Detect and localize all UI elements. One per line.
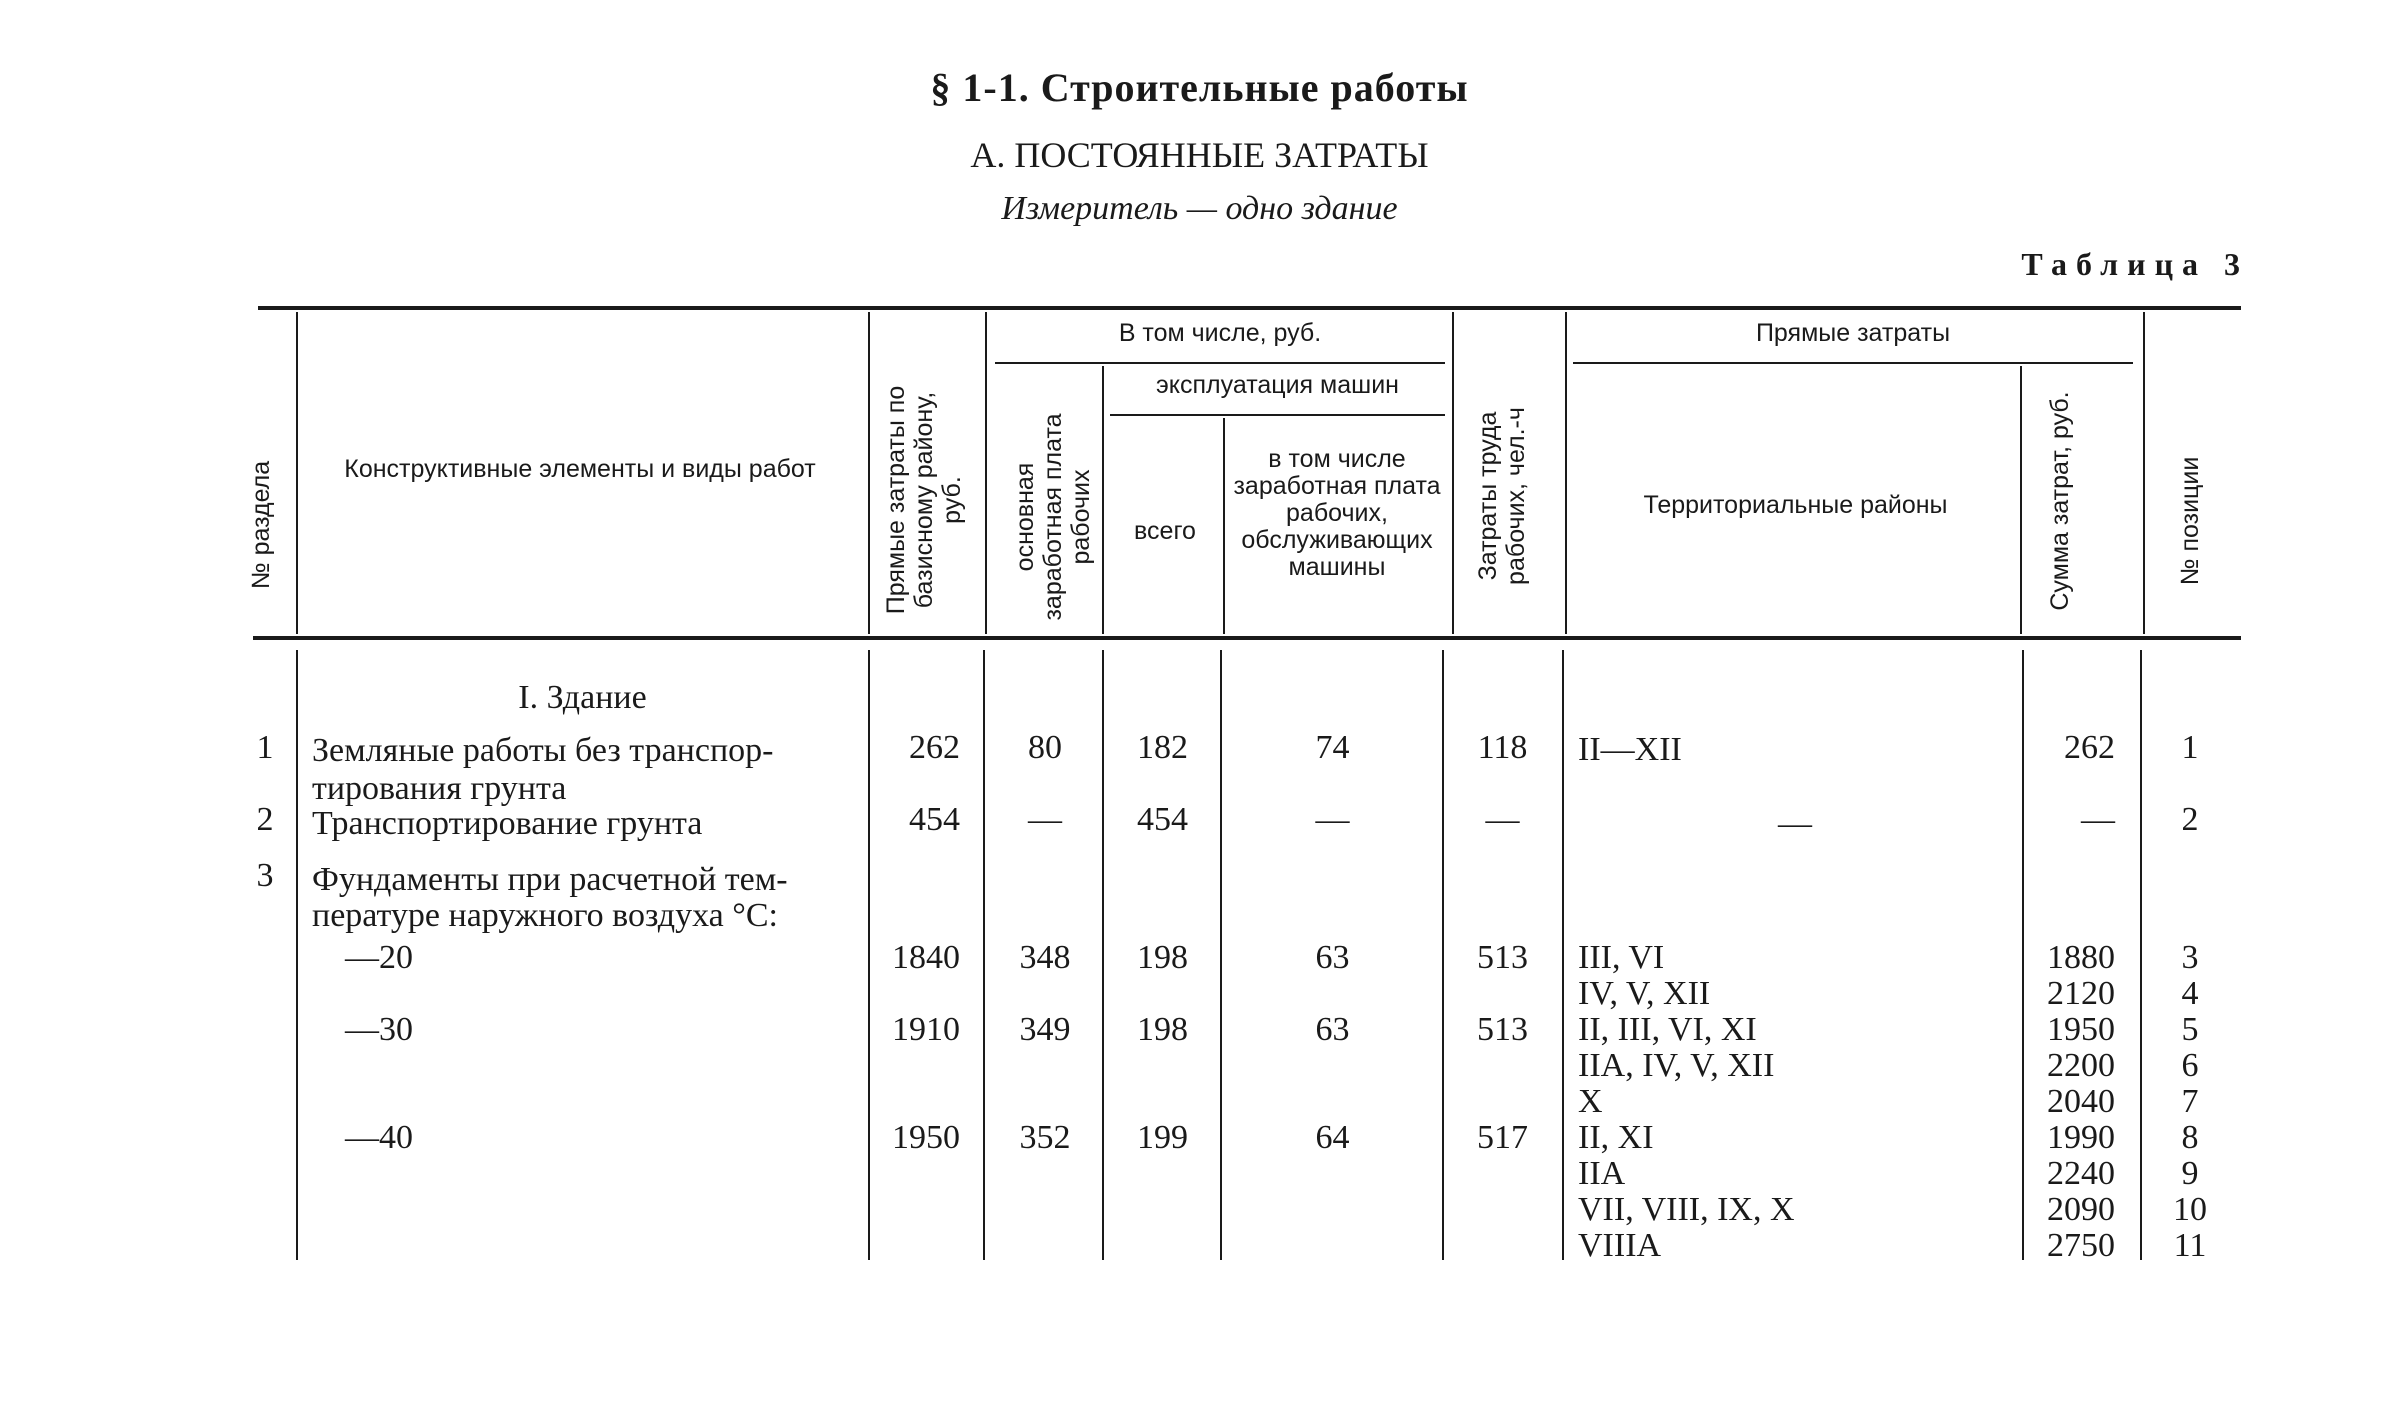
pos-row-9: 9 — [2181, 1155, 2199, 1192]
region-row-3: III, VI — [1578, 939, 1665, 976]
pos-row-6: 6 — [2181, 1047, 2199, 1084]
row-2-pos: 2 — [2181, 801, 2199, 838]
subrow-2-temp: —30 — [345, 1011, 413, 1048]
sum-row-3: 1880 — [2047, 939, 2115, 976]
sum-row-10: 2090 — [2047, 1191, 2115, 1228]
page-title: § 1-1. Строительные работы — [930, 65, 1469, 110]
row-2-sum: — — [2081, 801, 2115, 838]
subrow-2-labor: 513 — [1477, 1011, 1528, 1048]
col-base-wage: основная заработная плата рабочих — [1011, 413, 1095, 621]
col-machine-total: всего — [1134, 517, 1196, 545]
col-machine-operation: эксплуатация машин — [1156, 371, 1399, 399]
row-2-mwage: — — [1315, 801, 1350, 838]
pos-row-3: 3 — [2181, 939, 2199, 976]
pos-row-7: 7 — [2181, 1083, 2199, 1120]
col-elements: Конструктивные элементы и виды работ — [344, 455, 816, 483]
region-row-10: VII, VIII, IX, X — [1578, 1191, 1795, 1228]
subrow-2-wage: 349 — [1019, 1011, 1071, 1048]
col-regions: Территориальные районы — [1643, 491, 1948, 519]
row-3-name-line1: Фундаменты при расчетной тем- — [312, 861, 788, 898]
region-row-6: IIA, IV, V, XII — [1578, 1047, 1775, 1084]
pos-row-4: 4 — [2181, 975, 2199, 1012]
row-2-name: Транспортирование грунта — [312, 805, 703, 842]
row-3-name — [312, 862, 872, 934]
region-row-7: X — [1578, 1083, 1603, 1120]
sum-row-7: 2040 — [2047, 1083, 2115, 1120]
sum-row-5: 1950 — [2047, 1011, 2115, 1048]
row-1-labor: 118 — [1477, 729, 1528, 766]
col-labor-costs: Затраты труда рабочих, чел.-ч — [1474, 407, 1530, 585]
region-row-11: VIIIA — [1578, 1227, 1662, 1264]
row-2-labor: — — [1485, 801, 1520, 838]
region-row-9: IIA — [1578, 1155, 1626, 1192]
subrow-3-mtotal: 199 — [1137, 1119, 1188, 1156]
sum-row-6: 2200 — [2047, 1047, 2115, 1084]
subrow-2-mwage: 63 — [1315, 1011, 1350, 1048]
col-position-no: № позиции — [2176, 456, 2204, 586]
sum-row-4: 2120 — [2047, 975, 2115, 1012]
row-2-region: — — [1778, 805, 1812, 842]
row-1-name-line2: тирования грунта — [312, 770, 567, 807]
subrow-3-base: 1950 — [892, 1119, 960, 1156]
sum-row-11: 2750 — [2047, 1227, 2115, 1264]
col-direct-costs: Прямые затраты — [1755, 319, 1951, 347]
col-direct-costs-base: Прямые затраты по базисному району, руб. — [882, 385, 966, 615]
pos-row-10: 10 — [2173, 1191, 2207, 1228]
subrow-2-base: 1910 — [892, 1011, 960, 1048]
sum-row-9: 2240 — [2047, 1155, 2115, 1192]
row-1-mwage: 74 — [1315, 729, 1350, 766]
row-2-mtotal: 454 — [1137, 801, 1188, 838]
row-1-sum: 262 — [2064, 729, 2115, 766]
section-subtitle: А. ПОСТОЯННЫЕ ЗАТРАТЫ — [970, 135, 1429, 175]
row-1-pos: 1 — [2181, 729, 2199, 766]
row-3-name-line2: пературе наружного воздуха °С: — [312, 897, 778, 934]
section-heading: I. Здание — [518, 679, 647, 716]
table-label: Таблица 3 — [2021, 246, 2249, 282]
row-1-name — [312, 732, 872, 808]
row-3-no: 3 — [256, 857, 274, 894]
row-1-mtotal: 182 — [1137, 729, 1188, 766]
subrow-3-labor: 517 — [1477, 1119, 1528, 1156]
subrow-1-base: 1840 — [892, 939, 960, 976]
region-row-8: II, XI — [1578, 1119, 1654, 1156]
col-machine-wage: в том числе заработная плата рабочих, обслуживающих машины — [1233, 445, 1441, 581]
row-2-wage: — — [1028, 801, 1062, 838]
region-row-4: IV, V, XII — [1578, 975, 1711, 1012]
sum-row-8: 1990 — [2047, 1119, 2115, 1156]
subrow-1-temp: —20 — [345, 939, 413, 976]
row-1-base: 262 — [909, 729, 960, 766]
row-1-wage: 80 — [1028, 729, 1062, 766]
row-1-no: 1 — [256, 729, 274, 766]
row-1-region: II—XII — [1578, 731, 1682, 768]
subrow-1-labor: 513 — [1477, 939, 1528, 976]
col-including: В том числе, руб. — [1118, 319, 1322, 347]
subrow-3-temp: —40 — [345, 1119, 413, 1156]
row-2-base: 454 — [909, 801, 960, 838]
subrow-3-mwage: 64 — [1315, 1119, 1350, 1156]
subrow-1-mtotal: 198 — [1137, 939, 1188, 976]
pos-row-11: 11 — [2173, 1227, 2207, 1264]
measure-unit: Измеритель — одно здание — [1001, 190, 1398, 227]
row-1-name-line1: Земляные работы без транспор- — [312, 732, 774, 769]
col-cost-sum: Сумма затрат, руб. — [2046, 391, 2074, 611]
subrow-3-wage: 352 — [1019, 1119, 1071, 1156]
col-section-no: № раздела — [247, 460, 275, 590]
subrow-1-mwage: 63 — [1315, 939, 1350, 976]
region-row-5: II, III, VI, XI — [1578, 1011, 1757, 1048]
pos-row-8: 8 — [2181, 1119, 2199, 1156]
row-2-no: 2 — [256, 801, 274, 838]
pos-row-5: 5 — [2181, 1011, 2199, 1048]
subrow-1-wage: 348 — [1019, 939, 1071, 976]
subrow-2-mtotal: 198 — [1137, 1011, 1188, 1048]
